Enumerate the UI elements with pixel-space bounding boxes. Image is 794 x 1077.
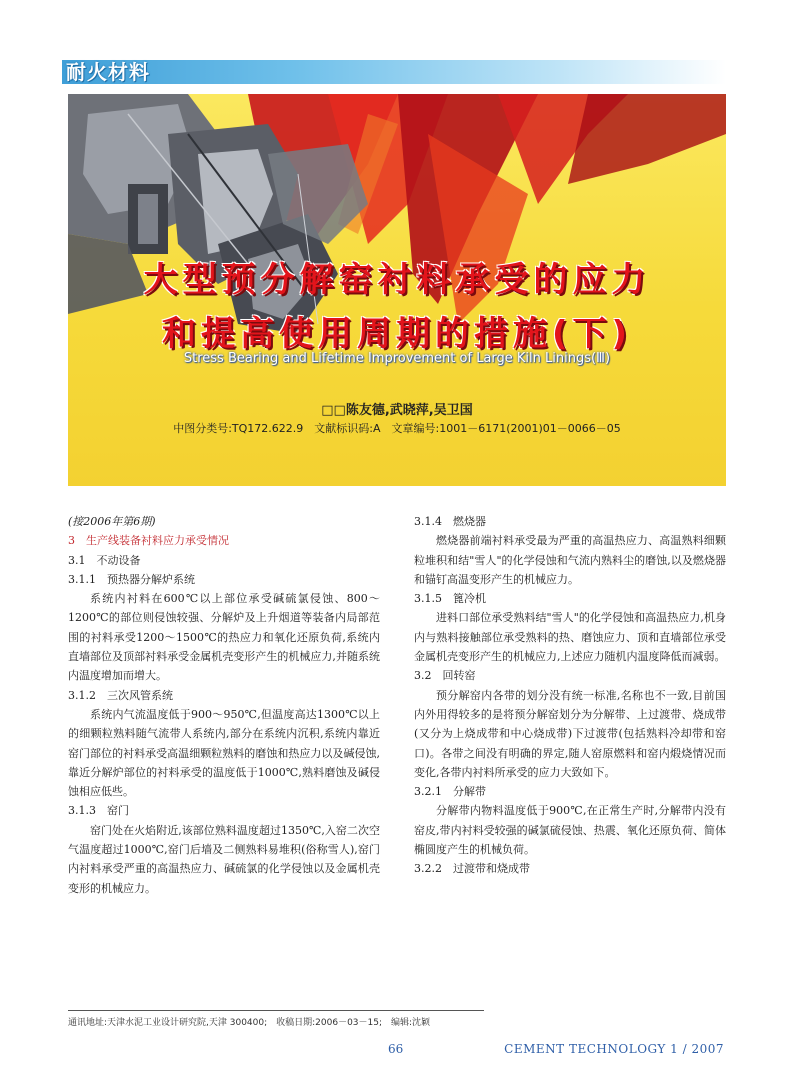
subsection-heading: 3.2.1 分解带 [414, 785, 486, 799]
body-paragraph: 系统内气流温度低于900～950℃,但温度高达1300℃以上的细颗粒熟料随气流带人系统内,部分在系统内沉积,系统内靠近窑门部位的衬料承受高温细颗粒熟料的磨蚀和热应力以及碱侵蚀,靠近分解炉部位的衬料承受的温度低于1000℃,熟料磨蚀及碱侵蚀相应低些。 [68, 707, 380, 799]
article-title-line-2: 和提高使用周期的措施(下) [161, 314, 633, 354]
subsection-heading: 3.1.4 燃烧器 [414, 515, 486, 528]
footnote-divider [68, 1010, 484, 1011]
page-number: 66 [388, 1042, 404, 1056]
subsection-heading: 3.1.1 预热器分解炉系统 [68, 572, 195, 586]
subsection-heading: 3.1.5 篦冷机 [414, 592, 486, 606]
right-column [414, 512, 726, 879]
section-heading: 3 生产线装备衬料应力承受情况 [68, 534, 229, 548]
continuation-note: (接2006年第6期) [68, 515, 156, 528]
subsection-heading: 3.1 不动设备 [68, 553, 141, 567]
section-title: 耐火材料 [66, 60, 150, 84]
authors: □□陈友德,武晓萍,吴卫国 [321, 403, 473, 418]
subsection-heading: 3.1.2 三次风管系统 [68, 688, 173, 702]
subsection-heading: 3.2.2 过渡带和烧成带 [414, 862, 530, 876]
body-paragraph: 窑门处在火焰附近,该部位熟料温度超过1350℃,入窑二次空气温度超过1000℃,窑门后墙及二侧熟料易堆积(俗称雪人),窑门内衬料承受严重的高温热应力、碱硫氯的化学侵蚀以及金属机壳变形的机械应力。 [68, 823, 380, 895]
body-paragraph: 预分解窑内各带的划分没有统一标准,名称也不一致,目前国内外用得较多的是将预分解窑划分为分解带、上过渡带、烧成带(又分为上烧成带和中心烧成带)下过渡带(包括熟料冷却带和窑口)。各带之间没有明确的界定,随人窑原燃料和窑内煅烧情况而变化,各带内衬料所承受的应力大致如下。 [414, 688, 726, 779]
subsection-heading: 3.2 回转窑 [414, 669, 476, 683]
left-column [68, 512, 380, 898]
classification-meta: 中图分类号:TQ172.622.9 文献标识码:A 文章编号:1001－6171(2001)01－0066－05 [173, 422, 621, 435]
body-paragraph: 进料口部位承受熟料结"雪人"的化学侵蚀和高温热应力,机身内与熟料接触部位承受熟料的热、磨蚀应力、顶和直墙部位承受金属机壳变形产生的机械应力,上述应力随机内温度降低而减弱。 [414, 611, 726, 664]
body-paragraph: 系统内衬料在600℃以上部位承受碱硫氯侵蚀、800～1200℃的部位则侵蚀较强、分解炉及上升烟道等装备内局部范围的衬料承受1200～1500℃的热应力和氧化还原负荷,系统内直墙部位及顶部衬料承受金属机壳变形产生的机械应力,并随系统内温度增加而增大。 [68, 592, 380, 683]
body-paragraph: 燃烧器前端衬料承受最为严重的高温热应力、高温熟料细颗粒堆积和结"雪人"的化学侵蚀和气流内熟料尘的磨蚀,以及燃烧器和锚钉高温变形产生的机械应力。 [414, 534, 726, 586]
title-banner [68, 94, 726, 486]
subsection-heading: 3.1.3 窑门 [68, 804, 129, 818]
english-subtitle: Stress Bearing and Lifetime Improvement of Large Kiln Linings(Ⅲ) [183, 351, 611, 366]
header-band [62, 60, 726, 84]
article-title-line-1: 大型预分解窑衬料承受的应力 [143, 260, 651, 300]
footnote: 通讯地址:天津水泥工业设计研究院,天津 300400; 收稿日期:2006－03－15; 编辑:沈颖 [68, 1018, 431, 1028]
body-paragraph: 分解带内物料温度低于900℃,在正常生产时,分解带内没有窑皮,带内衬料受较强的碱氯硫侵蚀、热震、氧化还原负荷、简体椭圆度产生的机械负荷。 [414, 804, 726, 857]
journal-name: CEMENT TECHNOLOGY 1 / 2007 [504, 1042, 724, 1056]
